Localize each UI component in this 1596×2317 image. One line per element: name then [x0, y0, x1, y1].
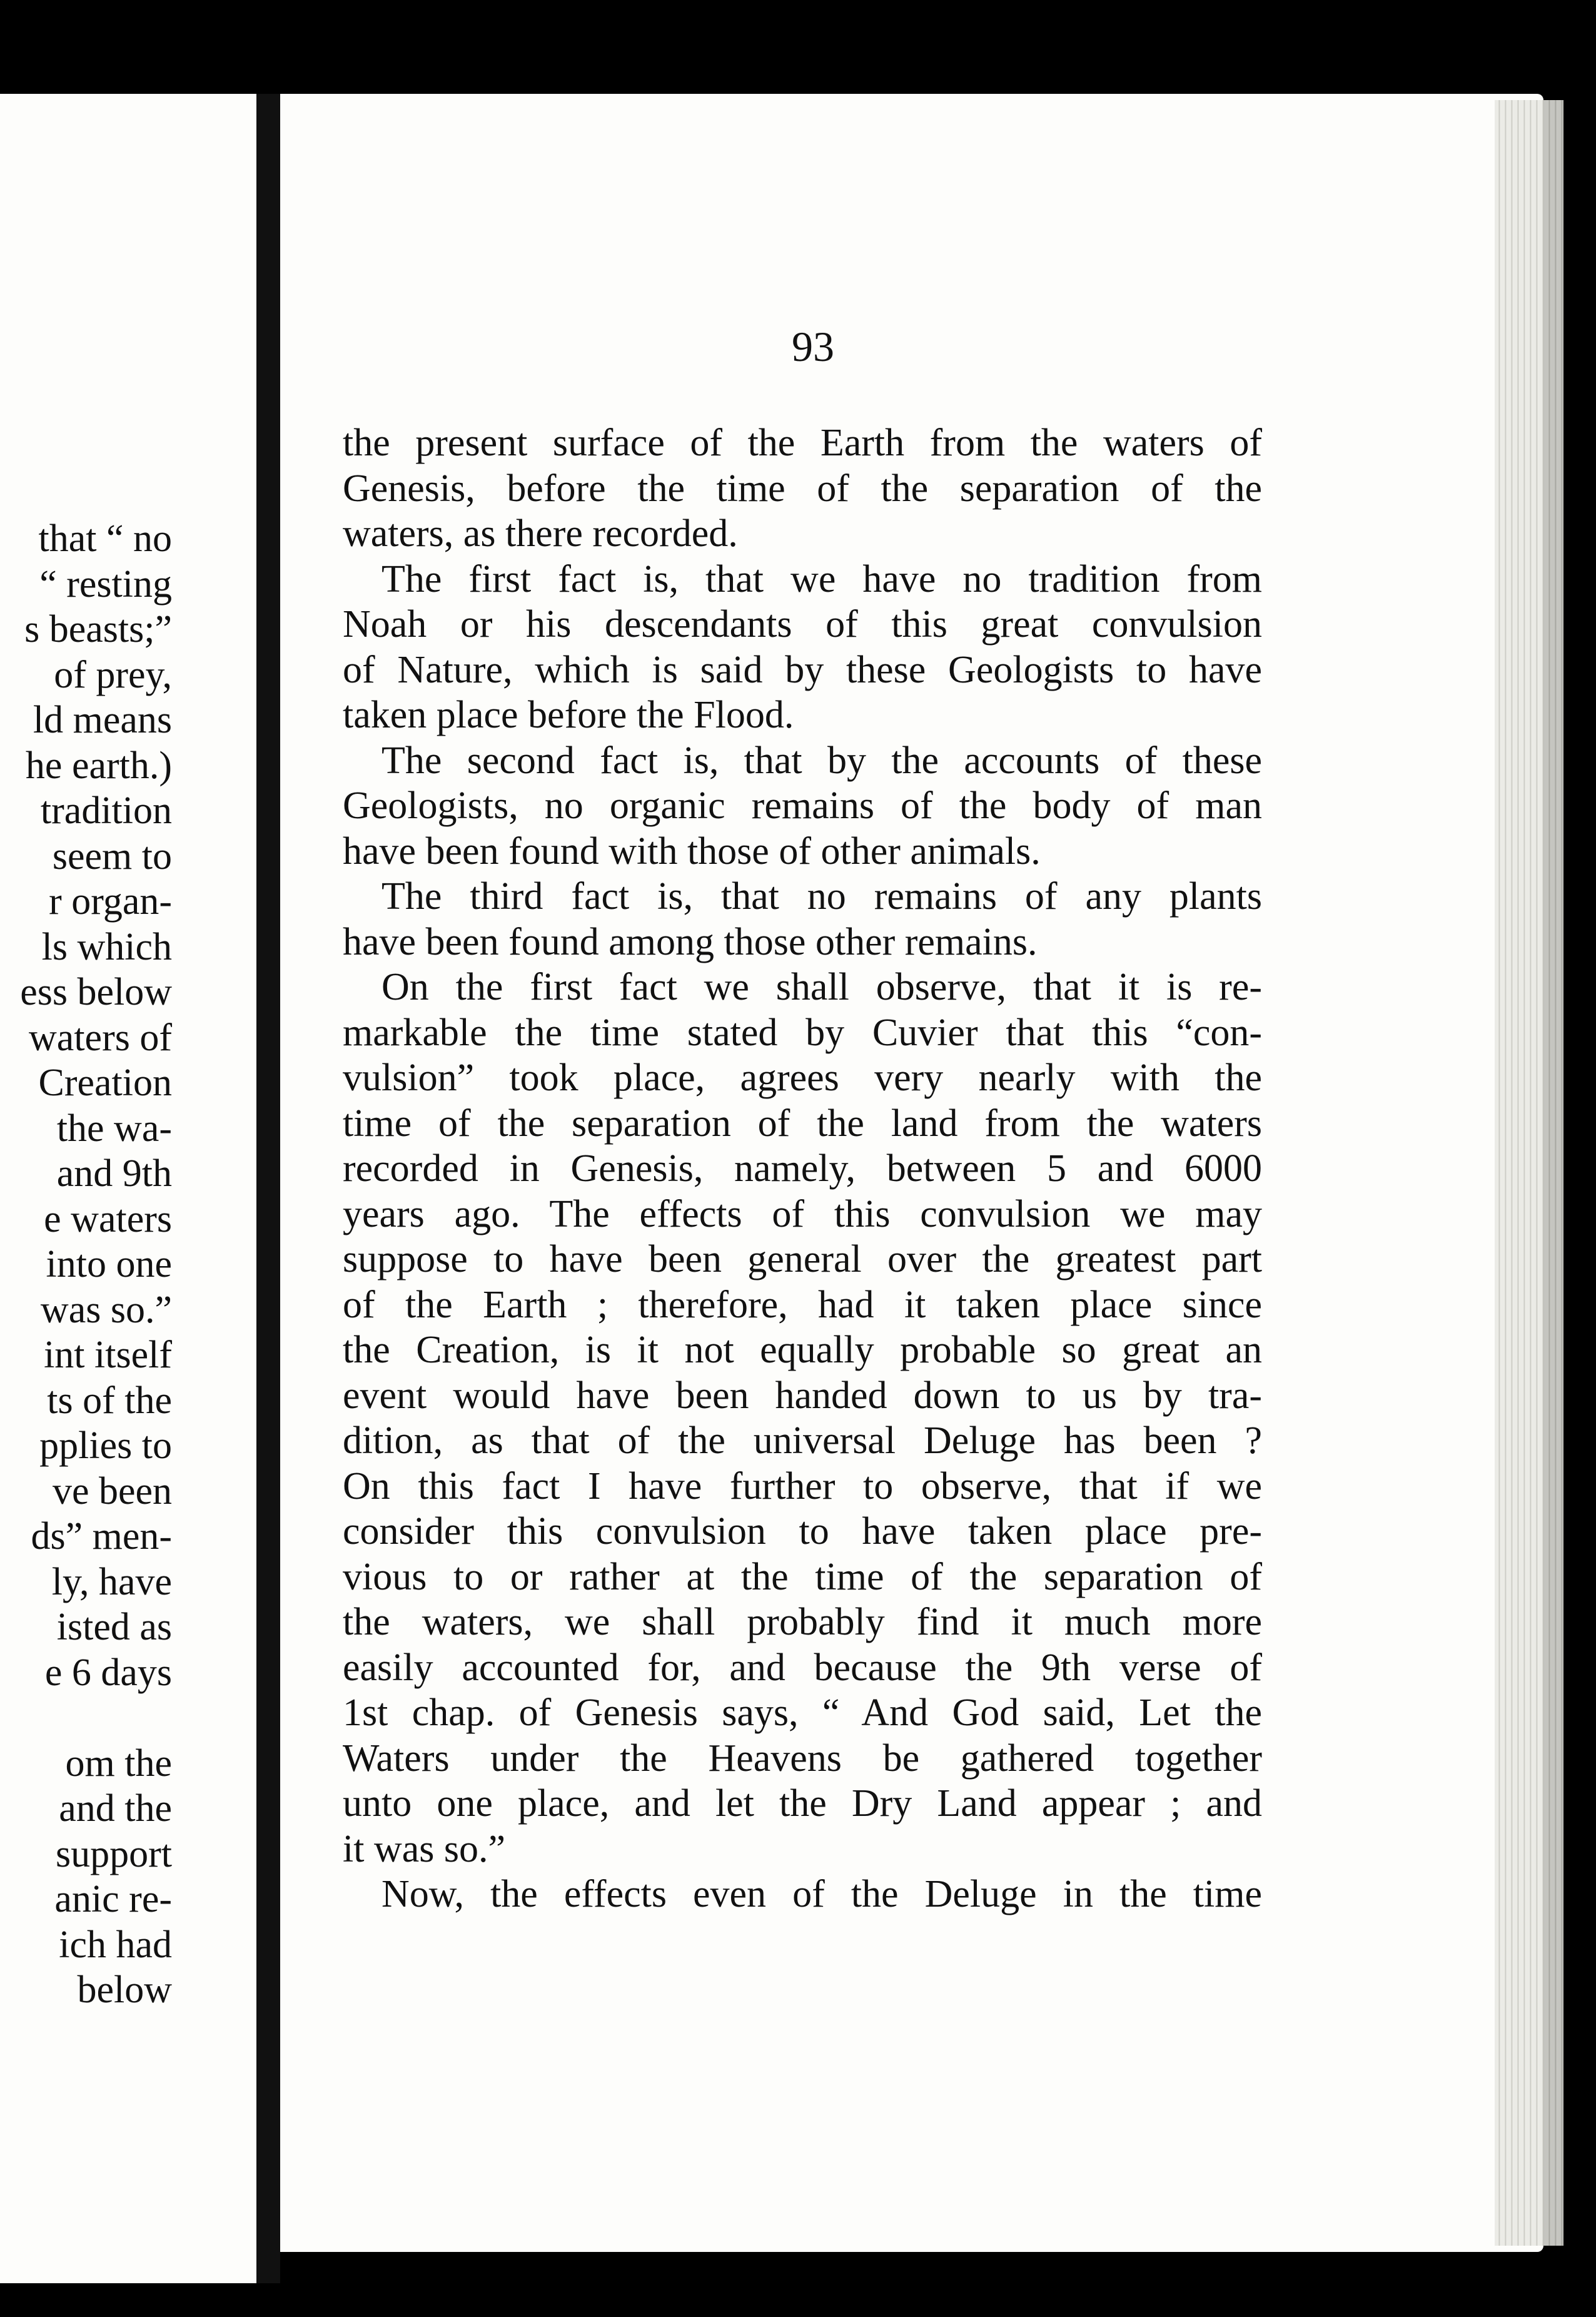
left-page-line: the wa-	[56, 1107, 172, 1150]
body-text-line: dition, as that of the universal Deluge has been ?	[343, 1419, 1262, 1462]
body-text-line: Genesis, before the time of the separation of the	[343, 467, 1262, 510]
left-page-line: r organ-	[49, 880, 172, 923]
body-text-line: consider this convulsion to have taken place pre-	[343, 1510, 1262, 1553]
body-text-line: waters, as there recorded.	[343, 512, 738, 555]
body-text-line: Geologists, no organic remains of the body of man	[343, 784, 1262, 827]
left-page-line: support	[56, 1832, 172, 1875]
left-page-line: int itself	[44, 1334, 172, 1376]
left-page-line: om the	[65, 1742, 172, 1785]
left-page-line	[0, 1695, 172, 1741]
left-page-line: ess below	[20, 971, 172, 1013]
left-page-line: ts of the	[47, 1379, 172, 1422]
page-number: 93	[792, 323, 834, 370]
left-page-line: seem to	[52, 834, 172, 878]
left-page-line: that “ no	[38, 517, 172, 560]
left-page-line: of prey,	[54, 653, 172, 696]
body-text-line: 1st chap. of Genesis says, “ And God said, Let the	[343, 1691, 1262, 1734]
left-page-line: e waters	[44, 1197, 172, 1240]
book-gutter	[256, 94, 280, 2283]
left-page-line: “ resting	[39, 562, 172, 606]
page-edges	[1495, 100, 1563, 2246]
body-text-line: it was so.”	[343, 1827, 506, 1870]
body-text-line: Noah or his descendants of this great convulsion	[343, 603, 1262, 646]
left-page-line: and 9th	[56, 1152, 172, 1195]
left-page-line: ly, have	[51, 1560, 172, 1603]
body-text-line: recorded in Genesis, namely, between 5 and 6000	[343, 1147, 1262, 1190]
body-text-line: the present surface of the Earth from the waters of	[343, 422, 1262, 464]
body-text-line: vulsion” took place, agrees very nearly with the	[343, 1057, 1262, 1099]
left-page-line: below	[77, 1969, 172, 2011]
body-text-line: unto one place, and let the Dry Land appear ; and	[343, 1782, 1262, 1825]
body-text-line: On this fact I have further to observe, that if we	[343, 1464, 1262, 1508]
left-page-line: pplies to	[39, 1424, 172, 1467]
left-page-line: ld means	[33, 699, 172, 741]
body-text-line: The third fact is, that no remains of any plants	[381, 875, 1262, 918]
body-text-line: Waters under the Heavens be gathered together	[343, 1736, 1262, 1780]
body-text-line: Now, the effects even of the Deluge in the time	[381, 1873, 1262, 1915]
body-text-line: The second fact is, that by the accounts of these	[381, 739, 1262, 782]
left-page-line: tradition	[40, 789, 172, 832]
left-page-line: e 6 days	[44, 1651, 172, 1694]
body-text-line: time of the separation of the land from the waters	[343, 1102, 1262, 1145]
left-page-line: ve been	[52, 1469, 172, 1513]
body-text-line: The first fact is, that we have no tradition from	[381, 557, 1262, 601]
body-text-line: years ago. The effects of this convulsion we may	[343, 1192, 1262, 1235]
body-text-line: the Creation, is it not equally probable so great an	[343, 1329, 1262, 1371]
left-page-line: ds” men-	[31, 1515, 172, 1558]
left-page-line: and the	[59, 1787, 172, 1830]
left-page-line: ls which	[41, 925, 172, 968]
body-text-line: the waters, we shall probably find it much more	[343, 1601, 1262, 1643]
left-page-line: he earth.)	[25, 744, 172, 787]
body-text-line: vious to or rather at the time of the separation of	[343, 1555, 1262, 1598]
left-page-line: isted as	[56, 1606, 172, 1648]
body-text-line: On the first fact we shall observe, that it is re-	[381, 966, 1262, 1008]
left-page-line: was so.”	[40, 1288, 172, 1331]
body-text-line: taken place before the Flood.	[343, 694, 794, 736]
left-page-line: s beasts;”	[24, 608, 172, 651]
body-text-line: of Nature, which is said by these Geologists to have	[343, 648, 1262, 691]
body-text-line: have been found among those other remains.	[343, 920, 1038, 963]
body-text-column	[343, 420, 1262, 1917]
left-page	[0, 94, 256, 2283]
body-text-line: have been found with those of other animals.	[343, 829, 1041, 873]
left-page-line: waters of	[29, 1016, 172, 1059]
body-text-line: suppose to have been general over the greatest part	[343, 1238, 1262, 1280]
body-text-line: easily accounted for, and because the 9th verse of	[343, 1646, 1262, 1689]
left-page-line: Creation	[38, 1062, 172, 1104]
body-text-line: of the Earth ; therefore, had it taken place since	[343, 1283, 1262, 1326]
left-page-line: ich had	[59, 1923, 172, 1966]
left-page-line: anic re-	[54, 1878, 172, 1920]
body-text-line: event would have been handed down to us by tra-	[343, 1374, 1262, 1417]
body-text-line: markable the time stated by Cuvier that this “con-	[343, 1011, 1262, 1054]
left-page-line: into one	[46, 1243, 172, 1285]
left-page-text-column	[0, 516, 172, 2013]
